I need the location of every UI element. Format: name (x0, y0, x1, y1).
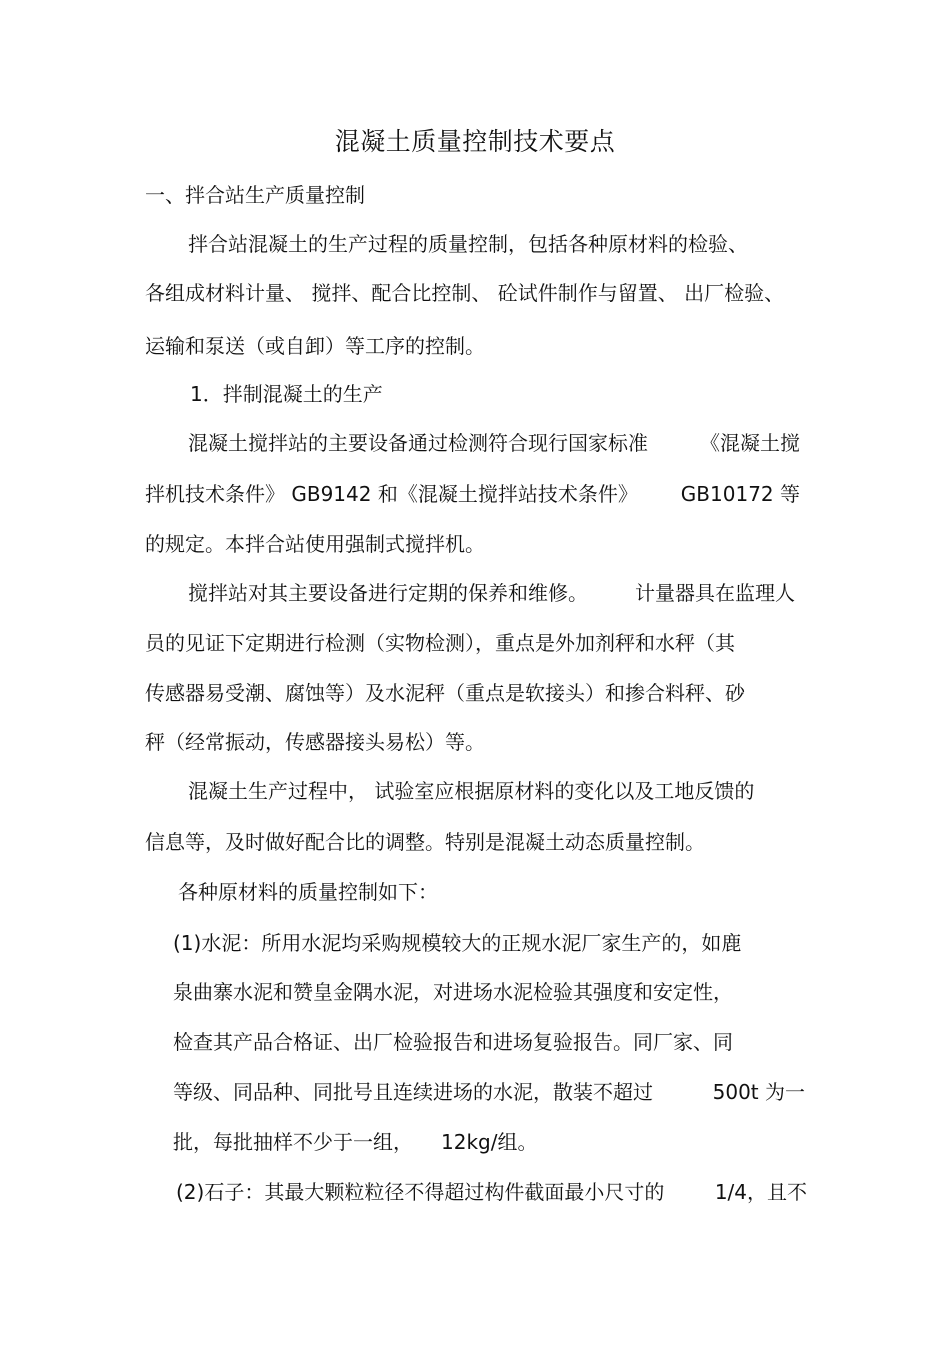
paragraph-line: 各组成材料计量、 搅拌、配合比控制、 砼试件制作与留置、 出厂检验、 (145, 281, 785, 305)
list-item-line (176, 1179, 807, 1205)
paragraph-line: 运输和泵送（或自卸）等工序的控制。 (145, 334, 485, 358)
paragraph-line (188, 430, 800, 456)
list-item-line (173, 1079, 805, 1105)
paragraph-line: 的规定。本拌合站使用强制式搅拌机。 (145, 532, 485, 556)
document-title: 混凝土质量控制技术要点 (334, 127, 616, 156)
paragraph-line: 传感器易受潮、腐蚀等）及水泥秤（重点是软接头）和掺合料秤、砂 (145, 681, 745, 705)
paragraph-line: 拌合站混凝土的生产过程的质量控制，包括各种原材料的检验、 (188, 232, 748, 256)
text-segment: 混凝土搅拌站的主要设备通过检测符合现行国家标准 (188, 431, 648, 455)
list-item-line (173, 1129, 538, 1155)
paragraph-line: 信息等，及时做好配合比的调整。特别是混凝土动态质量控制。 (145, 830, 705, 854)
paragraph-line: 混凝土生产过程中， 试验室应根据原材料的变化以及工地反馈的 (188, 779, 755, 803)
paragraph-line: 员的见证下定期进行检测（实物检测），重点是外加剂秤和水秤（其 (145, 631, 735, 655)
text-segment: 1/4，且不 (714, 1180, 807, 1204)
section-heading: 一、拌合站生产质量控制 (145, 183, 365, 207)
text-segment: 500t 为一 (712, 1080, 805, 1104)
text-segment: 12kg/组。 (441, 1130, 538, 1154)
paragraph-line: 各种原材料的质量控制如下： (178, 880, 438, 904)
text-segment: 等级、同品种、同批号且连续进场的水泥，散装不超过 (173, 1080, 653, 1104)
list-item-line: (1)水泥：所用水泥均采购规模较大的正规水泥厂家生产的，如鹿 (173, 931, 742, 955)
text-segment: 计量器具在监理人 (635, 581, 795, 605)
text-segment: GB10172 等 (680, 482, 800, 506)
paragraph-line (188, 580, 795, 606)
text-segment: 批，每批抽样不少于一组， (173, 1130, 413, 1154)
subsection-heading: 1．拌制混凝土的生产 (190, 382, 383, 406)
list-item-line: 泉曲寨水泥和赞皇金隅水泥，对进场水泥检验其强度和安定性， (173, 980, 733, 1004)
text-segment: (2)石子：其最大颗粒粒径不得超过构件截面最小尺寸的 (176, 1180, 665, 1204)
text-segment: 《混凝土搅 (700, 431, 800, 455)
text-segment: 拌机技术条件》 GB9142 和《混凝土搅拌站技术条件》 (145, 482, 638, 506)
text-segment: 搅拌站对其主要设备进行定期的保养和维修。 (188, 581, 588, 605)
paragraph-line: 秤（经常振动，传感器接头易松）等。 (145, 730, 485, 754)
paragraph-line (145, 481, 800, 507)
list-item-line: 检查其产品合格证、出厂检验报告和进场复验报告。同厂家、同 (173, 1030, 733, 1054)
